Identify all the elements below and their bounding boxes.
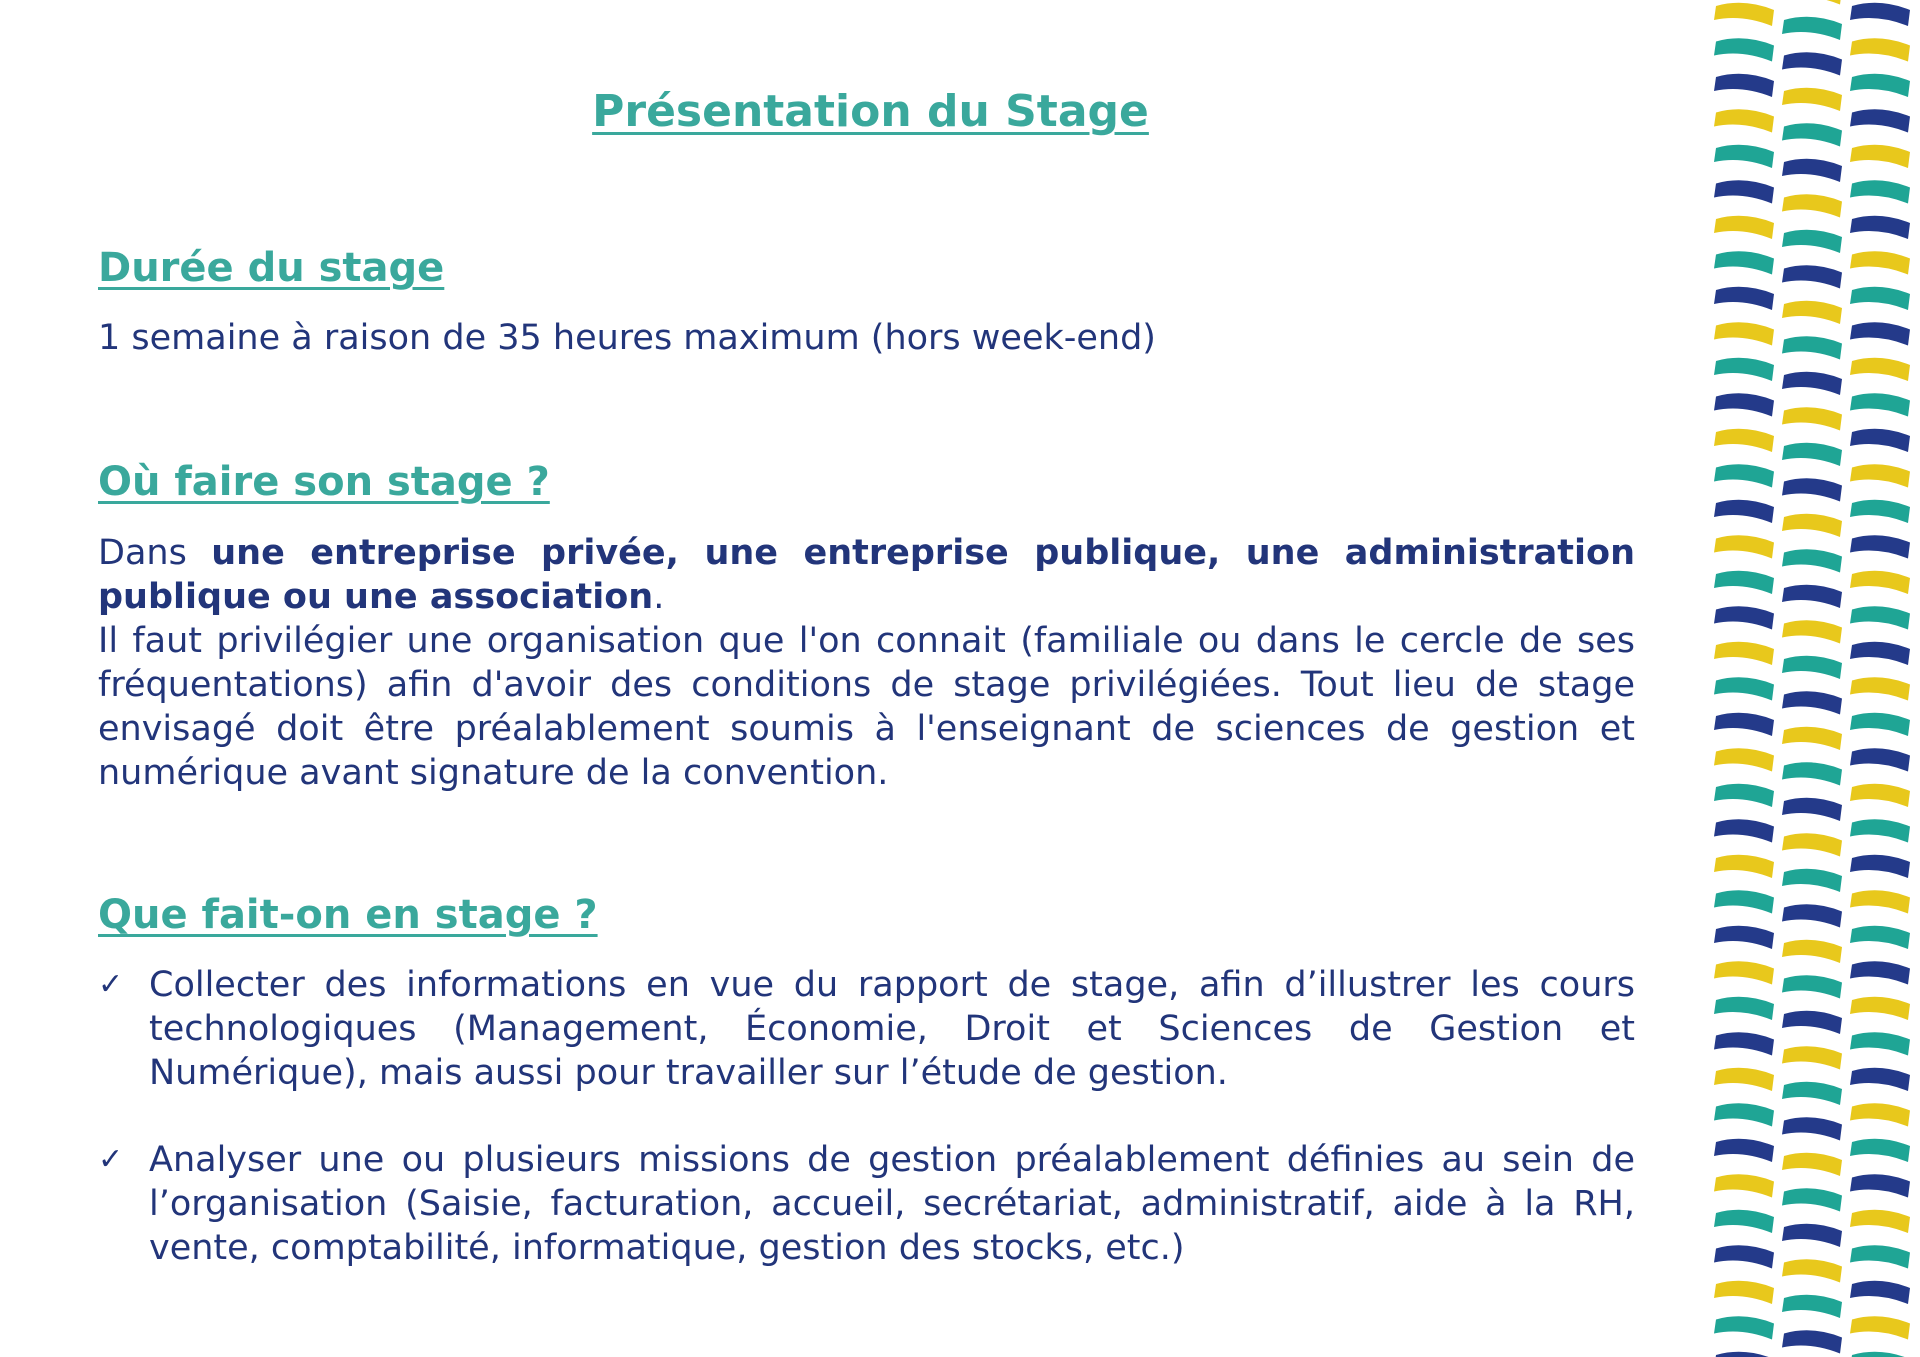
brush-stroke bbox=[1782, 798, 1842, 821]
brush-stroke bbox=[1850, 961, 1910, 984]
brush-stroke bbox=[1714, 429, 1774, 452]
brush-stroke bbox=[1850, 180, 1910, 203]
brush-stroke bbox=[1782, 265, 1842, 288]
brush-stroke bbox=[1850, 1174, 1910, 1197]
brush-stroke bbox=[1714, 997, 1774, 1020]
brush-stroke bbox=[1850, 1032, 1910, 1055]
brush-stroke bbox=[1782, 727, 1842, 750]
checkmark-icon: ✓ bbox=[98, 1142, 124, 1177]
brush-stroke bbox=[1714, 109, 1774, 132]
brush-stroke bbox=[1850, 571, 1910, 594]
brush-stroke bbox=[1782, 159, 1842, 182]
brush-stroke bbox=[1850, 3, 1910, 26]
brush-stroke bbox=[1782, 52, 1842, 75]
brush-stroke bbox=[1782, 691, 1842, 714]
brush-stroke bbox=[1782, 230, 1842, 253]
brush-stroke bbox=[1850, 713, 1910, 736]
brush-stroke bbox=[1782, 585, 1842, 608]
brush-stroke bbox=[1850, 393, 1910, 416]
brush-stroke bbox=[1850, 926, 1910, 949]
document-page bbox=[98, 0, 1635, 1357]
brush-stroke bbox=[1782, 372, 1842, 395]
brush-stroke bbox=[1782, 336, 1842, 359]
brush-stroke bbox=[1782, 940, 1842, 963]
brush-stroke bbox=[1714, 216, 1774, 239]
brush-stroke bbox=[1714, 748, 1774, 771]
brush-stroke bbox=[1782, 17, 1842, 40]
brush-stroke bbox=[1714, 1210, 1774, 1233]
brush-stroke bbox=[1850, 109, 1910, 132]
brush-stroke bbox=[1850, 1139, 1910, 1162]
heading-tasks: Que fait-on en stage ? bbox=[98, 892, 598, 938]
duration-text: 1 semaine à raison de 35 heures maximum (hors week-end) bbox=[98, 318, 1156, 358]
brush-stroke bbox=[1714, 3, 1774, 26]
brush-stroke bbox=[1714, 393, 1774, 416]
brush-stroke bbox=[1714, 1174, 1774, 1197]
brush-stroke bbox=[1714, 1103, 1774, 1126]
brush-stroke bbox=[1782, 1259, 1842, 1282]
brush-stroke bbox=[1714, 322, 1774, 345]
checkmark-icon: ✓ bbox=[98, 967, 124, 1002]
brush-stroke bbox=[1714, 287, 1774, 310]
brush-stroke bbox=[1714, 855, 1774, 878]
brush-stroke bbox=[1782, 1046, 1842, 1069]
brush-stroke bbox=[1850, 677, 1910, 700]
brush-stroke bbox=[1850, 1281, 1910, 1304]
brush-stroke bbox=[1782, 620, 1842, 643]
brush-stroke bbox=[1714, 180, 1774, 203]
brush-stroke bbox=[1782, 194, 1842, 217]
brush-stroke bbox=[1714, 819, 1774, 842]
brush-stroke bbox=[1850, 855, 1910, 878]
brush-stroke bbox=[1714, 535, 1774, 558]
where-intro-suffix: . bbox=[653, 577, 665, 617]
brush-stroke bbox=[1850, 642, 1910, 665]
brush-stroke bbox=[1850, 38, 1910, 61]
page-title: Présentation du Stage bbox=[592, 86, 1149, 137]
brush-stroke bbox=[1714, 1245, 1774, 1268]
checklist-item bbox=[98, 963, 1635, 1095]
brush-stroke bbox=[1782, 407, 1842, 430]
brush-stroke bbox=[1782, 869, 1842, 892]
brush-stroke bbox=[1714, 961, 1774, 984]
brush-stroke bbox=[1782, 1153, 1842, 1176]
brush-stroke bbox=[1714, 1281, 1774, 1304]
brush-stroke bbox=[1782, 1011, 1842, 1034]
brush-stroke bbox=[1850, 322, 1910, 345]
brush-stroke bbox=[1714, 145, 1774, 168]
brush-stroke bbox=[1782, 0, 1842, 5]
brush-pattern-graphic bbox=[1712, 0, 1920, 1357]
brush-stroke bbox=[1714, 251, 1774, 274]
where-intro bbox=[98, 531, 1635, 619]
checklist-item-text: Collecter des informations en vue du rapport de stage, afin d’illustrer les cours technologiques (Management, Économie, Droit et Sciences de Gestion et Numérique), mais aussi pour travailler sur l’étude de gestion. bbox=[149, 965, 1635, 1093]
brush-stroke bbox=[1714, 890, 1774, 913]
brush-stroke bbox=[1850, 1068, 1910, 1091]
brush-stroke bbox=[1714, 1139, 1774, 1162]
brush-stroke bbox=[1714, 677, 1774, 700]
brush-stroke bbox=[1850, 464, 1910, 487]
brush-stroke bbox=[1714, 784, 1774, 807]
brush-stroke-pattern-icon bbox=[1712, 0, 1920, 1357]
where-intro-bold: une entreprise privée, une entreprise publique, une administration publique ou une association bbox=[98, 533, 1635, 617]
tasks-checklist bbox=[98, 963, 1635, 1270]
brush-stroke bbox=[1782, 1224, 1842, 1247]
brush-stroke bbox=[1782, 549, 1842, 572]
brush-stroke bbox=[1782, 1188, 1842, 1211]
brush-stroke bbox=[1782, 478, 1842, 501]
brush-stroke bbox=[1850, 251, 1910, 274]
brush-stroke bbox=[1714, 1352, 1774, 1357]
brush-stroke bbox=[1850, 748, 1910, 771]
brush-stroke bbox=[1782, 123, 1842, 146]
where-paragraph: Il faut privilégier une organisation que l'on connait (familiale ou dans le cercle de ses fréquentations) afin d'avoir des conditions de stage privilégiées. Tout lieu de stage envisagé doit être préalablement soumis à l'enseignant de sciences de gestion et numérique avant signature de la convention. bbox=[98, 621, 1635, 793]
brush-stroke bbox=[1850, 1352, 1910, 1357]
brush-stroke bbox=[1714, 74, 1774, 97]
heading-where: Où faire son stage ? bbox=[98, 459, 550, 505]
brush-stroke bbox=[1782, 514, 1842, 537]
brush-stroke bbox=[1782, 88, 1842, 111]
brush-stroke bbox=[1714, 1068, 1774, 1091]
brush-stroke bbox=[1714, 926, 1774, 949]
brush-stroke bbox=[1850, 429, 1910, 452]
brush-stroke bbox=[1782, 904, 1842, 927]
brush-stroke bbox=[1782, 975, 1842, 998]
brush-stroke bbox=[1782, 301, 1842, 324]
brush-stroke bbox=[1714, 38, 1774, 61]
brush-stroke bbox=[1714, 642, 1774, 665]
brush-stroke bbox=[1782, 833, 1842, 856]
brush-stroke bbox=[1850, 819, 1910, 842]
brush-stroke bbox=[1714, 464, 1774, 487]
brush-stroke bbox=[1850, 145, 1910, 168]
brush-stroke bbox=[1782, 1117, 1842, 1140]
brush-stroke bbox=[1714, 606, 1774, 629]
brush-stroke bbox=[1850, 606, 1910, 629]
brush-stroke bbox=[1850, 287, 1910, 310]
brush-stroke bbox=[1850, 1245, 1910, 1268]
brush-stroke bbox=[1850, 500, 1910, 523]
brush-stroke bbox=[1714, 571, 1774, 594]
checklist-item bbox=[98, 1138, 1635, 1270]
brush-stroke bbox=[1850, 997, 1910, 1020]
brush-stroke bbox=[1782, 656, 1842, 679]
where-intro-prefix: Dans bbox=[98, 533, 212, 573]
brush-stroke bbox=[1850, 74, 1910, 97]
brush-stroke bbox=[1850, 216, 1910, 239]
brush-stroke bbox=[1850, 890, 1910, 913]
brush-stroke bbox=[1850, 535, 1910, 558]
brush-stroke bbox=[1714, 500, 1774, 523]
heading-duration: Durée du stage bbox=[98, 245, 445, 291]
brush-stroke bbox=[1782, 1082, 1842, 1105]
brush-stroke bbox=[1714, 358, 1774, 381]
brush-stroke bbox=[1850, 358, 1910, 381]
brush-stroke bbox=[1782, 762, 1842, 785]
brush-stroke bbox=[1714, 713, 1774, 736]
brush-stroke bbox=[1850, 1316, 1910, 1339]
checklist-item-text: Analyser une ou plusieurs missions de gestion préalablement définies au sein de l’organisation (Saisie, facturation, accueil, secrétariat, administratif, aide à la RH, vente, comptabilité, informatique, gestion des stocks, etc.) bbox=[149, 1140, 1635, 1268]
brush-stroke bbox=[1782, 1295, 1842, 1318]
brush-stroke bbox=[1850, 1103, 1910, 1126]
brush-stroke bbox=[1850, 1210, 1910, 1233]
brush-stroke bbox=[1782, 1330, 1842, 1353]
brush-stroke bbox=[1714, 1316, 1774, 1339]
brush-stroke bbox=[1782, 443, 1842, 466]
brush-stroke bbox=[1714, 1032, 1774, 1055]
brush-stroke bbox=[1850, 784, 1910, 807]
